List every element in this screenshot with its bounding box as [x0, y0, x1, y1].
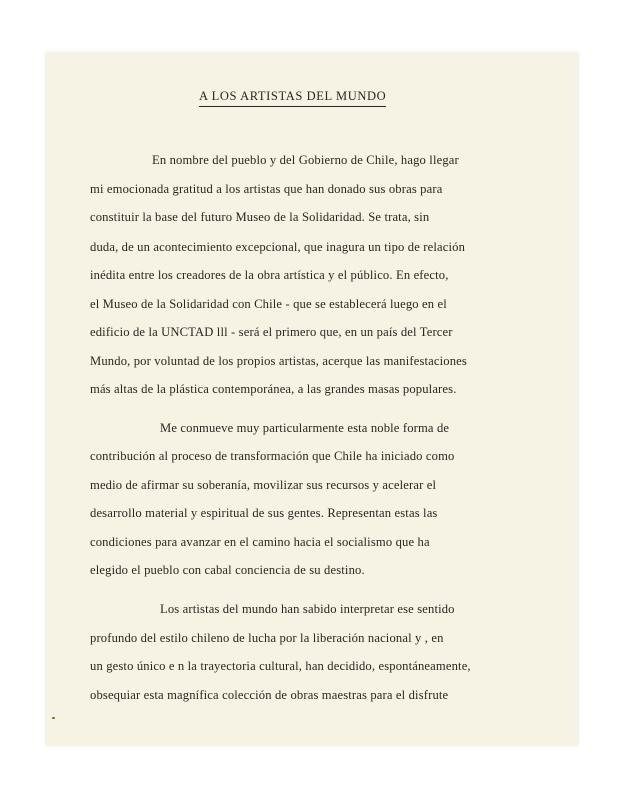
- document-title: A LOS ARTISTAS DEL MUNDO: [199, 89, 386, 107]
- text-line: Los artistas del mundo han sabido interpretar ese sentido: [160, 602, 455, 616]
- text-line: Mundo, por voluntad de los propios artistas, acerque las manifestaciones: [90, 354, 467, 368]
- text-line: contribución al proceso de transformación que Chile ha iniciado como: [90, 449, 455, 463]
- text-line: En nombre del pueblo y del Gobierno de Chile, hago llegar: [152, 153, 459, 167]
- text-line: elegido el pueblo con cabal conciencia de su destino.: [90, 563, 365, 577]
- text-line: desarrollo material y espiritual de sus gentes. Representan estas las: [90, 506, 438, 520]
- text-line: mi emocionada gratitud a los artistas que han donado sus obras para: [90, 182, 443, 196]
- paper-speck: [52, 717, 55, 719]
- text-line: duda, de un acontecimiento excepcional, que inagura un tipo de relación: [90, 240, 466, 254]
- text-line: edificio de la UNCTAD lll - será el primero que, en un país del Tercer: [90, 325, 453, 339]
- text-line: el Museo de la Solidaridad con Chile - que se establecerá luego en el: [90, 297, 447, 311]
- text-line: más altas de la plástica contemporánea, a las grandes masas populares.: [90, 382, 457, 396]
- text-line: Me conmueve muy particularmente esta noble forma de: [160, 421, 450, 435]
- text-line: condiciones para avanzar en el camino hacia el socialismo que ha: [90, 535, 430, 549]
- text-line: obsequiar esta magnífica colección de obras maestras para el disfrute: [90, 688, 449, 702]
- text-line: inédita entre los creadores de la obra artística y el público. En efecto,: [90, 268, 449, 282]
- text-line: un gesto único e n la trayectoria cultural, han decidido, espontáneamente,: [90, 659, 471, 673]
- text-line: constituir la base del futuro Museo de la Solidaridad. Se trata, sin: [90, 210, 430, 224]
- text-line: profundo del estilo chileno de lucha por la liberación nacional y , en: [90, 631, 444, 645]
- text-line: medio de afirmar su soberanía, movilizar sus recursos y acelerar el: [90, 478, 437, 492]
